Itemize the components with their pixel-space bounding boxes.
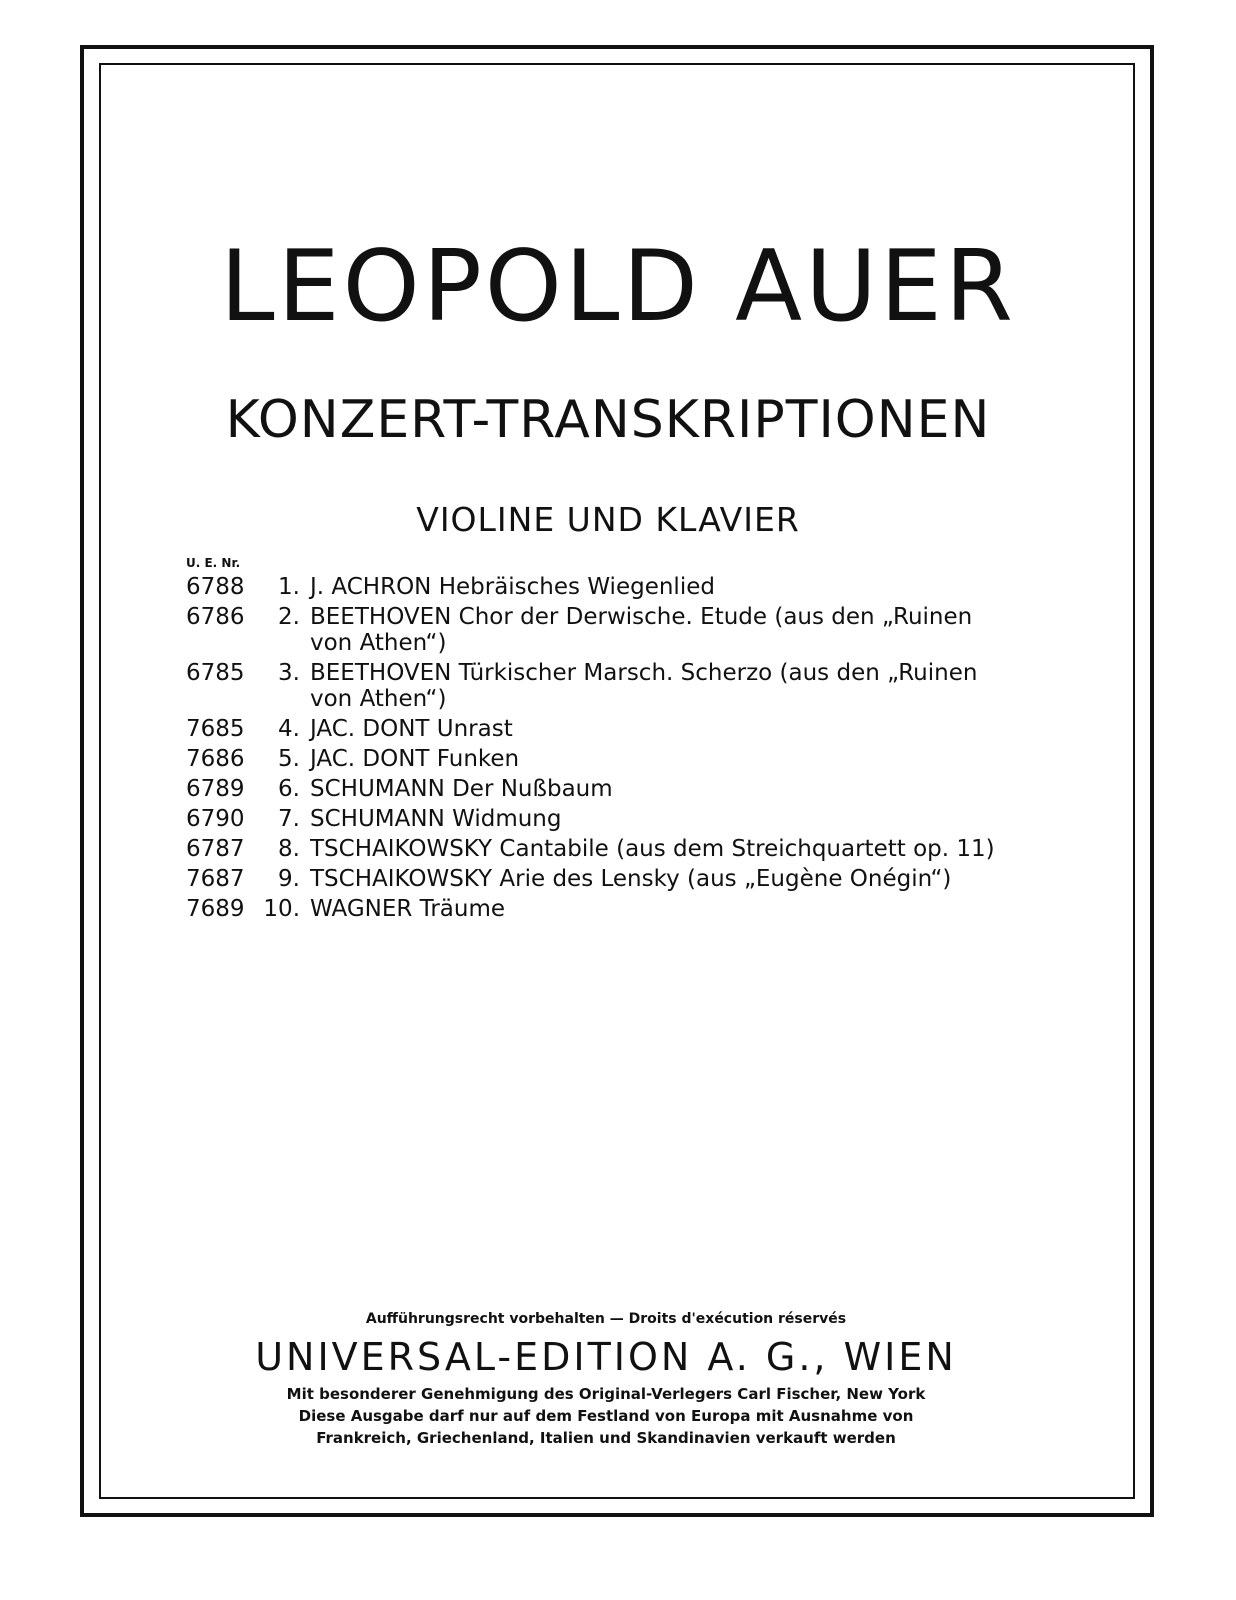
catalog-number: 7685 xyxy=(186,716,245,742)
sales-restriction-notice: Diese Ausgabe darf nur auf dem Festland von Europa mit Ausnahme von Frankreich, Griechenland, Italien und Skandinavien verkauft werden xyxy=(298,1407,914,1447)
item-title: TSCHAIKOWSKY Cantabile (aus dem Streichquartett op. 11) xyxy=(310,836,995,862)
catalog-number: 6786 xyxy=(186,604,245,630)
item-index: 1. xyxy=(278,574,300,600)
item-index: 5. xyxy=(278,746,300,772)
item-title: WAGNER Träume xyxy=(310,896,506,922)
permission-notice: Mit besonderer Genehmigung des Original-Verlegers Carl Fischer, New York xyxy=(286,1385,926,1403)
list-item xyxy=(186,896,1036,922)
item-index: 3. xyxy=(278,660,300,686)
contents-list xyxy=(186,574,1036,926)
catalog-number: 7689 xyxy=(186,896,245,922)
publisher-name: UNIVERSAL-EDITION A. G., WIEN xyxy=(255,1335,957,1379)
list-item xyxy=(186,716,1036,742)
instrumentation: VIOLINE UND KLAVIER xyxy=(416,500,800,539)
list-item xyxy=(186,776,1036,802)
item-title: JAC. DONT Unrast xyxy=(310,716,513,742)
item-title: TSCHAIKOWSKY Arie des Lensky (aus „Eugène Onégin“) xyxy=(310,866,952,892)
catalog-number: 7687 xyxy=(186,866,245,892)
catalog-number: 6789 xyxy=(186,776,245,802)
item-title: BEETHOVEN Türkischer Marsch. Scherzo (aus den „Ruinen von Athen“) xyxy=(310,660,978,712)
series-title: KONZERT-TRANSKRIPTIONEN xyxy=(225,390,991,450)
item-index: 7. xyxy=(278,806,300,832)
performance-rights-notice: Aufführungsrecht vorbehalten — Droits d'exécution réservés xyxy=(365,1311,847,1327)
catalog-number: 6787 xyxy=(186,836,245,862)
catalog-number: 6788 xyxy=(186,574,245,600)
catalog-number: 6790 xyxy=(186,806,245,832)
item-index: 9. xyxy=(278,866,300,892)
catalog-label: U. E. Nr. xyxy=(186,556,241,570)
item-title: BEETHOVEN Chor der Derwische. Etude (aus den „Ruinen von Athen“) xyxy=(310,604,973,656)
list-item xyxy=(186,836,1036,862)
item-index: 4. xyxy=(278,716,300,742)
list-item xyxy=(186,660,1036,712)
item-index: 10. xyxy=(263,896,300,922)
item-index: 2. xyxy=(278,604,300,630)
list-item xyxy=(186,866,1036,892)
item-title: JAC. DONT Funken xyxy=(310,746,520,772)
item-index: 8. xyxy=(278,836,300,862)
list-item xyxy=(186,574,1036,600)
item-title: SCHUMANN Widmung xyxy=(310,806,562,832)
catalog-number: 7686 xyxy=(186,746,245,772)
list-item xyxy=(186,806,1036,832)
list-item xyxy=(186,604,1036,656)
item-title: J. ACHRON Hebräisches Wiegenlied xyxy=(310,574,715,600)
catalog-number: 6785 xyxy=(186,660,245,686)
composer-name: LEOPOLD AUER xyxy=(220,230,1016,344)
item-title: SCHUMANN Der Nußbaum xyxy=(310,776,613,802)
list-item xyxy=(186,746,1036,772)
item-index: 6. xyxy=(278,776,300,802)
